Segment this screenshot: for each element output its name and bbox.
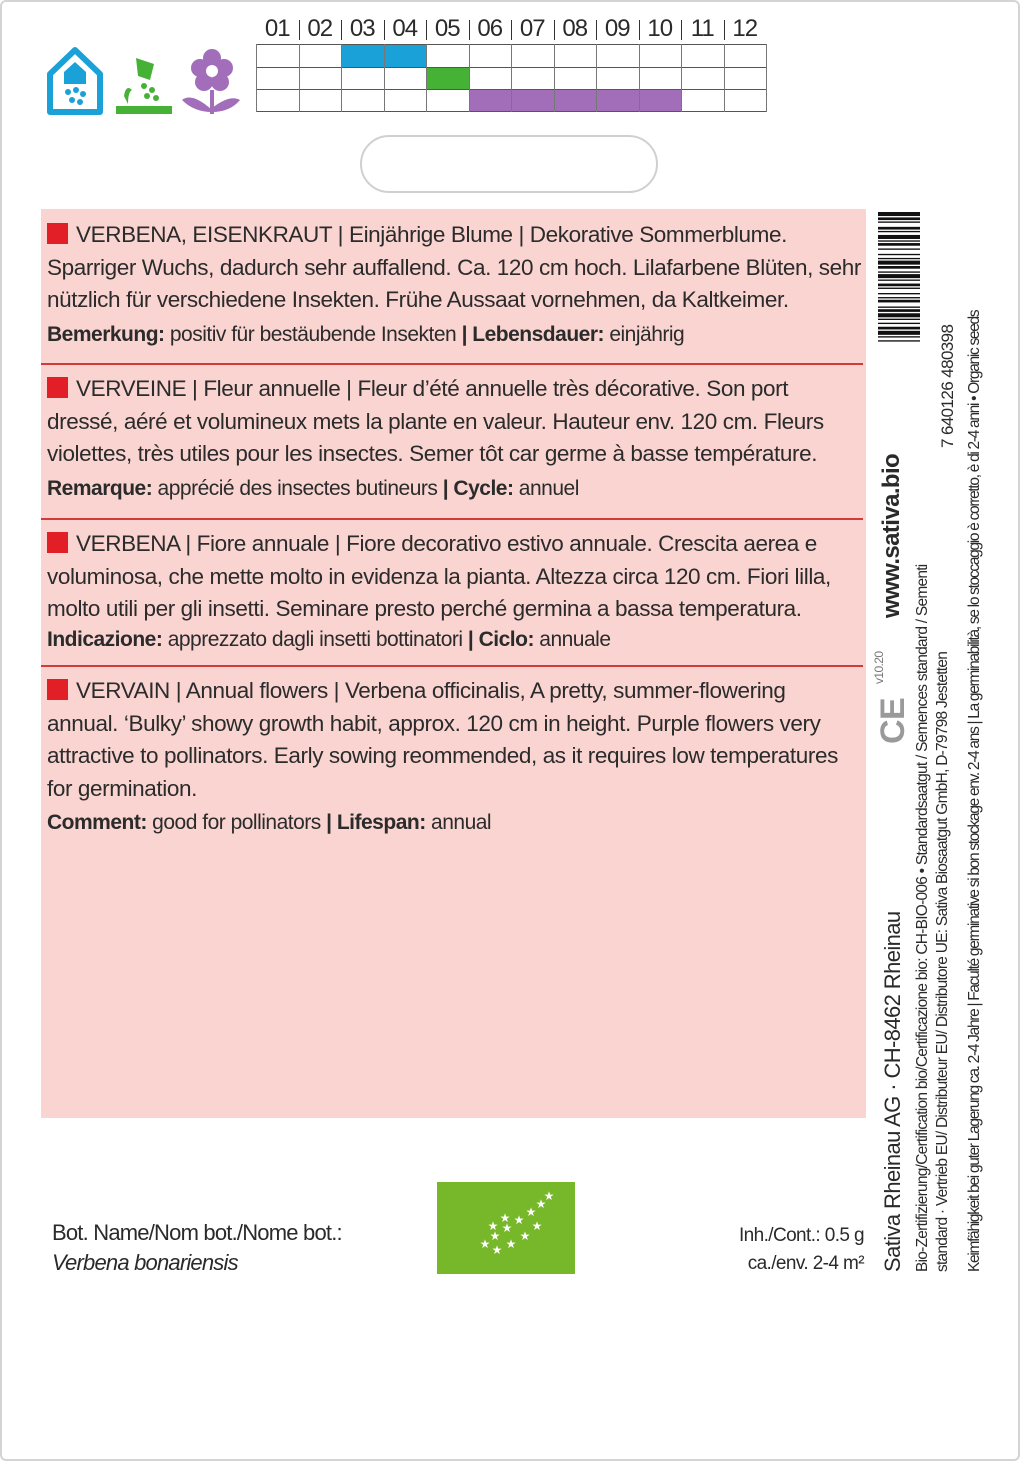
calendar-column-line (341, 44, 342, 112)
note-label: Indicazione: (47, 627, 163, 651)
month-label: 10 (639, 14, 682, 44)
month-label: 08 (554, 14, 597, 44)
eu-star-icon: ★ (479, 1237, 491, 1251)
botanical-name-block (52, 1218, 342, 1278)
calendar-column-line (681, 44, 682, 112)
barcode-bar (878, 280, 920, 281)
section-body: | Fiore annuale | Fiore decorativo estivo annuale. Crescita aerea e voluminosa, che mette molto in evidenza la pianta. Altezza circa 120 cm. Fiori lilla, molto utili per gli insetti. Seminare presto perché germina a bassa temperatura. (47, 531, 831, 621)
eu-star-icon: ★ (491, 1243, 503, 1257)
month-label: 01 (264, 15, 290, 42)
section-english (47, 675, 862, 837)
barcode-bar (878, 221, 920, 222)
red-square-marker (47, 377, 68, 398)
barcode-bar (878, 243, 920, 246)
eu-star-icon: ★ (525, 1205, 537, 1219)
eu-stars-leaf (437, 1182, 575, 1274)
section-text (47, 373, 862, 471)
calendar-column-line (596, 44, 597, 112)
month-label: 11 (681, 14, 724, 44)
section-title: VERVEINE (76, 376, 187, 401)
note-value: annual (425, 811, 492, 834)
eu-organic-leaf-logo (437, 1182, 575, 1274)
section-title: VERBENA (76, 531, 180, 556)
calendar-column-line (384, 44, 385, 112)
barcode-bar (878, 254, 920, 255)
calendar-bar-sowing-outdoors (426, 67, 469, 89)
barcode-bar (878, 284, 920, 287)
section-note (47, 475, 862, 503)
note-label: | Ciclo: (467, 627, 534, 651)
calendar-column-line (639, 44, 640, 112)
month-label: 06 (469, 14, 512, 44)
content-label: Inh./Cont.: (738, 1225, 821, 1246)
section-text (47, 675, 862, 805)
barcode-bar (878, 227, 920, 230)
content-info (738, 1222, 864, 1278)
area-row (738, 1250, 864, 1278)
barcode-bar (878, 313, 920, 317)
flower-icon (178, 48, 242, 118)
barcode-number: 7 640126 480398 (938, 324, 957, 448)
website-link[interactable]: www.sativa.bio (878, 453, 905, 618)
section-body: | Einjährige Blume | Dekorative Sommerblume. Sparriger Wuchs, dadurch sehr auffallend. Ca. 120 cm hoch. Lilafarbene Blüten, sehr nützlich für verschiedene Insekten. Frühe Aussaat vornehmen, da Kaltkeimer. (47, 222, 861, 312)
barcode-bar (878, 309, 920, 312)
note-label: | Lebensdauer: (461, 322, 604, 346)
germination-text: Keimfähigkeit bei guter Lagerung ca. 2-4 Jahre | Faculté germinative si bon stockage env. 2-4 ans | La germinabilità, se lo stoccaggio è corretto, è di 2-4 anni • Organic seeds (966, 310, 983, 1272)
note-label: Bemerkung: (47, 322, 165, 346)
barcode-bar (878, 258, 920, 259)
red-square-marker (47, 223, 68, 244)
ce-mark: CE (874, 697, 912, 744)
barcode-bar (878, 297, 920, 298)
note-label: | Cycle: (442, 476, 514, 500)
distributor-text: standard · Vertrieb EU/ Distributeur EU/ Distributore UE: Sativa Biosaatgut GmbH, D-79798 Jestetten (934, 651, 951, 1272)
month-label: 07 (511, 14, 554, 44)
content-row (738, 1222, 864, 1250)
barcode-bar (878, 231, 920, 232)
outdoor-sowing-icon (114, 54, 174, 116)
barcode-bar (878, 274, 920, 278)
area-label: ca./env. (747, 1253, 809, 1274)
calendar-column-line (766, 44, 767, 112)
sowing-calendar-grid (256, 44, 766, 112)
barcode-bar (878, 336, 920, 337)
area-value: 2-4 m² (812, 1253, 864, 1274)
note-label: | Lifespan: (326, 811, 426, 834)
hang-hole (360, 135, 658, 193)
eu-star-icon: ★ (535, 1197, 547, 1211)
barcode-bar (878, 248, 920, 249)
section-body: | Annual flowers | Verbena officinalis, A pretty, summer-flowering annual. ‘Bulky’ showy growth habit, approx. 120 cm in height. Purple flowers very attractive to pollinators. Early sowing reommended, as it requires low temperatures for germination. (47, 678, 838, 801)
barcode-bar (878, 288, 920, 289)
barcode-bar (878, 271, 920, 272)
section-divider (41, 363, 863, 365)
eu-star-icon: ★ (505, 1237, 517, 1251)
barcode-bar (878, 340, 920, 341)
barcode-bar (878, 261, 920, 265)
calendar-months (256, 14, 766, 44)
note-value: good for pollinators (146, 811, 327, 834)
barcode-bar (878, 307, 920, 308)
red-square-marker (47, 679, 68, 700)
calendar-column-line (469, 44, 470, 112)
section-note (47, 809, 862, 837)
barcode-bar (878, 235, 920, 239)
eu-star-icon: ★ (513, 1213, 525, 1227)
version-label: v10.20 (872, 651, 886, 684)
section-text (47, 528, 862, 626)
section-divider (41, 665, 863, 667)
calendar-column-line (299, 44, 300, 112)
greenhouse-sowing-icon (46, 46, 104, 116)
note-value: apprécié des insectes butineurs (152, 476, 443, 500)
eu-star-icon: ★ (543, 1189, 555, 1203)
barcode-bar (878, 293, 920, 294)
note-value: annuel (513, 476, 579, 500)
section-note (47, 321, 862, 349)
month-label: 03 (341, 14, 384, 44)
section-german (47, 219, 862, 349)
section-note (47, 626, 862, 654)
calendar-column-line (426, 44, 427, 112)
calendar-column-line (511, 44, 512, 112)
barcode-bar (878, 266, 920, 269)
calendar-bar-flowering (469, 89, 682, 111)
eu-star-icon: ★ (531, 1219, 543, 1233)
barcode-bar (878, 212, 920, 216)
content-value: 0.5 g (824, 1225, 864, 1246)
note-label: Remarque: (47, 476, 153, 500)
description-panel (41, 209, 866, 1118)
barcode-bar (878, 323, 920, 324)
barcode-bar (878, 300, 920, 303)
note-value: positiv für bestäubende Insekten (164, 322, 462, 346)
month-label: 04 (384, 14, 427, 44)
note-value: einjährig (604, 322, 685, 346)
section-text (47, 219, 862, 317)
eu-star-icon: ★ (501, 1221, 513, 1235)
botanical-label: Bot. Name/Nom bot./Nome bot.: (52, 1220, 342, 1245)
month-label: 12 (724, 14, 767, 44)
calendar-column-line (724, 44, 725, 112)
section-title: VERVAIN (76, 678, 170, 703)
certification-text: Bio-Zertifizierung/Certification bio/Certificazione bio: CH-BIO-006 • Standardsaatgut / Semences standard / Sementi (914, 564, 931, 1272)
note-value: apprezzato dagli insetti bottinatori (162, 627, 468, 651)
barcode-bar (878, 217, 920, 220)
month-label: 02 (299, 14, 342, 44)
barcode (878, 212, 920, 444)
eu-star-icon: ★ (487, 1219, 499, 1233)
eu-star-icon: ★ (519, 1229, 531, 1243)
barcode-bar (878, 319, 920, 320)
barcode-bar (878, 240, 920, 241)
note-label: Comment: (47, 811, 147, 834)
section-french (47, 373, 862, 503)
barcode-bar (878, 331, 920, 335)
botanical-name: Verbena bonariensis (52, 1250, 238, 1275)
month-label: 05 (426, 14, 469, 44)
section-italian (47, 528, 862, 654)
eu-star-icon: ★ (489, 1229, 501, 1243)
month-label: 09 (596, 14, 639, 44)
section-body: | Fleur annuelle | Fleur d’été annuelle très décorative. Son port dressé, aéré et volumineux mets la plante en valeur. Hauteur env. 120 cm. Fleurs violettes, très utiles pour les insectes. Semer tôt car germe à basse température. (47, 376, 824, 466)
note-value: annuale (533, 627, 611, 651)
section-title: VERBENA, EISENKRAUT (76, 222, 332, 247)
company-address: Sativa Rheinau AG · CH-8462 Rheinau (880, 911, 905, 1272)
barcode-bar (878, 327, 920, 330)
calendar-column-line (554, 44, 555, 112)
section-divider (41, 518, 863, 520)
red-square-marker (47, 532, 68, 553)
eu-star-icon: ★ (499, 1211, 511, 1225)
calendar-column-line (256, 44, 257, 112)
